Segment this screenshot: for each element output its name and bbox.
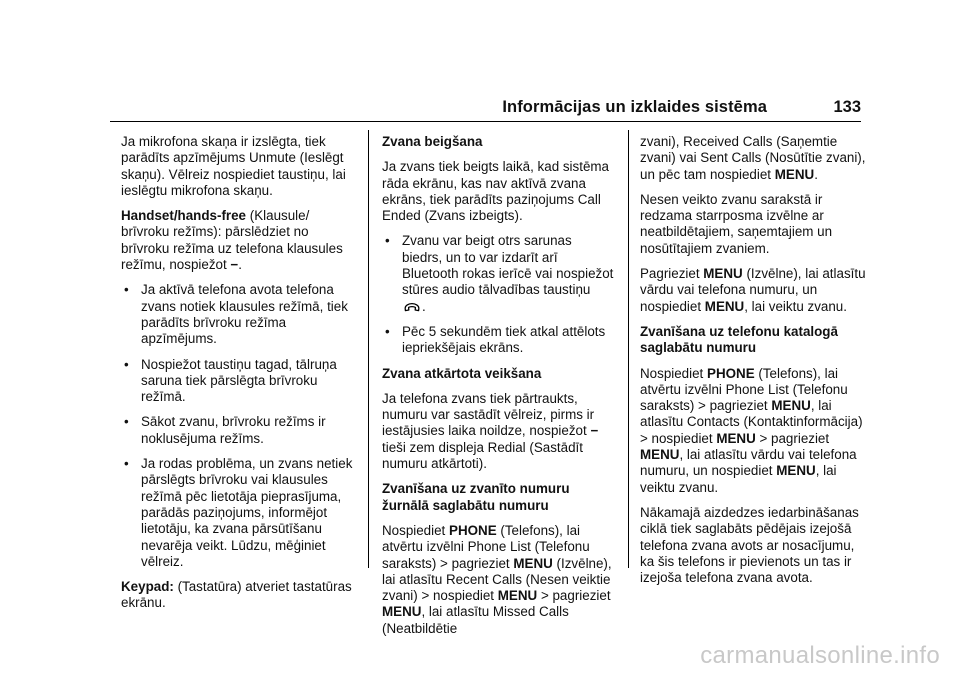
term-handset: Handset/hands-free: [121, 208, 247, 224]
column-3: [640, 134, 872, 595]
text: Pagrieziet: [640, 266, 700, 282]
text: (Izvēlne), lai atlasītu Recent Calls (Nesen veiktie zvani) > nospiediet: [382, 555, 612, 604]
redial-text: Ja telefona zvans tiek pārtraukts, numuru var sastādīt vēlreiz, pirms ir iestājusies laika noildze, nospiežot: [382, 390, 595, 439]
text: , lai atlasītu vārdu vai telefona numuru, un nospiediet: [640, 447, 857, 479]
end-call-handset-icon: [404, 301, 420, 313]
list-item: [382, 324, 614, 357]
bullet-dot: •: [124, 356, 129, 372]
page-header: [110, 98, 861, 124]
period: .: [814, 166, 818, 182]
menu-key-label: MENU: [704, 298, 745, 314]
minus-key-glyph: −: [230, 257, 239, 273]
paragraph-phonebook-call: [640, 366, 872, 496]
list-item-text: Ja aktīvā telefona avota telefona zvans notiek klausules režīmā, tiek parādīts brīvroku režīma apzīmējums.: [141, 282, 348, 347]
keypad-text: (Tastatūra) atveriet tastatūras ekrānu.: [121, 579, 352, 611]
term-keypad: Keypad:: [121, 579, 174, 595]
list-item: [121, 357, 357, 406]
phone-key-label: PHONE: [707, 365, 755, 381]
text: Nospiediet: [382, 522, 446, 538]
watermark: carmanualsonline.info: [700, 642, 940, 669]
text: (Izvēlne), lai atlasītu vārdu vai telefona numuru, un nospiediet: [640, 266, 866, 314]
section-title: Informācijas un izklaides sistēma: [502, 98, 767, 116]
menu-key-label: MENU: [640, 447, 680, 463]
text: , lai veiktu zvanu.: [640, 463, 837, 495]
menu-key-label: MENU: [716, 430, 756, 446]
handset-bullet-list: [121, 282, 357, 570]
paragraph-intermediate-menu: Nesen veikto zvanu sarakstā ir redzama starrposma izvēlne ar neatbildētajiem, saņemtajiem un nosūtītajiem zvaniem.: [640, 191, 833, 256]
text: zvani), Received Calls (Saņemtie zvani) vai Sent Calls (Nosūtītie zvani), un pēc tam nospiediet: [640, 134, 866, 182]
handset-text: (Klausule/ brīvroku režīms): pārslēdziet no brīvroku režīma uz telefona klausules režīmu, nospiežot: [121, 208, 343, 273]
list-item: [382, 233, 614, 314]
paragraph-select-number: [640, 266, 872, 315]
period: .: [422, 298, 426, 314]
heading-end-call: Zvana beigšana: [382, 134, 483, 149]
redial-text-end: tieši zem displeja Redial (Sastādīt numuru atkārtoti).: [382, 439, 583, 472]
minus-key-glyph: −: [590, 423, 599, 439]
menu-key-label: MENU: [771, 398, 811, 414]
text: Nospiediet: [640, 365, 704, 381]
text: > pagrieziet: [540, 588, 611, 604]
paragraph-call-history: [382, 523, 614, 637]
list-item-text: Sākot zvanu, brīvroku režīms ir noklusējuma režīms.: [141, 414, 326, 446]
list-item-text: Pēc 5 sekundēm tiek atkal attēlots iepriekšējais ekrāns.: [402, 323, 606, 356]
paragraph-keypad: [121, 579, 357, 612]
menu-key-label: MENU: [497, 588, 538, 604]
column-divider-1: [368, 130, 369, 568]
bullet-dot: •: [124, 282, 129, 298]
page-number: 133: [833, 98, 861, 116]
bullet-dot: •: [385, 323, 390, 339]
text: > pagrieziet: [759, 430, 830, 446]
paragraph-redial: [382, 391, 614, 472]
period: .: [238, 257, 242, 273]
text: (Telefons), lai atvērtu izvēlni Phone List (Telefonu saraksts) > pagrieziet: [640, 365, 848, 414]
list-item: [121, 456, 357, 570]
list-item-text: Nospiežot taustiņu tagad, tālruņa saruna tiek pārslēgta brīvroku režīmā.: [141, 356, 337, 405]
list-item-text: Ja rodas problēma, un zvans netiek pārslēgts brīvroku vai klausules režīmā pēc lietotāja pieprasījuma, parādās paziņojums, informējot lietotāju, ka zvana pārsūtīšanu nevarēja veikt. Lūdzu, mēģiniet vēlreiz.: [141, 456, 353, 569]
paragraph-call-ended: Ja zvans tiek beigts laikā, kad sistēma rāda ekrānu, kas nav aktīvā zvana ekrāns, tiek parādīts paziņojums Call Ended (Zvans izbeigts).: [382, 159, 610, 224]
menu-key-label: MENU: [774, 166, 815, 182]
text: , lai veiktu zvanu.: [744, 298, 847, 314]
column-divider-2: [628, 130, 629, 568]
end-call-bullet-list: [382, 233, 614, 356]
bullet-dot: •: [124, 456, 129, 472]
header-rule: [110, 121, 861, 122]
column-1: [121, 134, 357, 621]
heading-phonebook-call: Zvanīšana uz telefonu katalogā saglabātu numuru: [640, 323, 838, 356]
list-item: [121, 414, 357, 447]
paragraph-call-types: [640, 134, 872, 183]
heading-redial: Zvana atkārtota veikšana: [382, 365, 542, 381]
text: (Telefons), lai atvērtu izvēlni Phone List (Telefonu saraksts) > pagrieziet: [382, 522, 590, 571]
menu-key-label: MENU: [776, 463, 816, 479]
menu-key-label: MENU: [703, 266, 743, 282]
list-item: [121, 282, 357, 347]
bullet-dot: •: [124, 414, 129, 430]
text: , lai atlasītu Contacts (Kontaktinformācija) > nospiediet: [640, 398, 863, 446]
paragraph-last-source: Nākamajā aizdedzes iedarbināšanas ciklā tiek saglabāts pēdējais izejošā telefona zvana avots ar nosacījumu, ka šis telefons ir pievienots un tas ir izejoša telefona zvana avota.: [640, 504, 859, 586]
menu-key-label: MENU: [513, 555, 553, 571]
list-item-text: Zvanu var beigt otrs sarunas biedrs, un to var izdarīt arī Bluetooth rokas ierīcē vai nospiežot stūres audio tālvadības taustiņu: [402, 233, 614, 298]
heading-call-history: Zvanīšana uz zvanīto numuru žurnālā saglabātu numuru: [382, 481, 570, 513]
phone-key-label: PHONE: [449, 522, 497, 538]
bullet-dot: •: [385, 233, 390, 249]
paragraph-unmute: Ja mikrofona skaņa ir izslēgta, tiek parādīts apzīmējums Unmute (Ieslēgt skaņu). Vēlreiz nospiediet taustiņu, lai ieslēgtu mikrofona skaņu.: [121, 134, 346, 198]
paragraph-handset: [121, 208, 357, 273]
column-2: [382, 134, 614, 646]
menu-key-label: MENU: [382, 604, 422, 620]
text: , lai atlasītu Missed Calls (Neatbildētie: [382, 604, 569, 636]
